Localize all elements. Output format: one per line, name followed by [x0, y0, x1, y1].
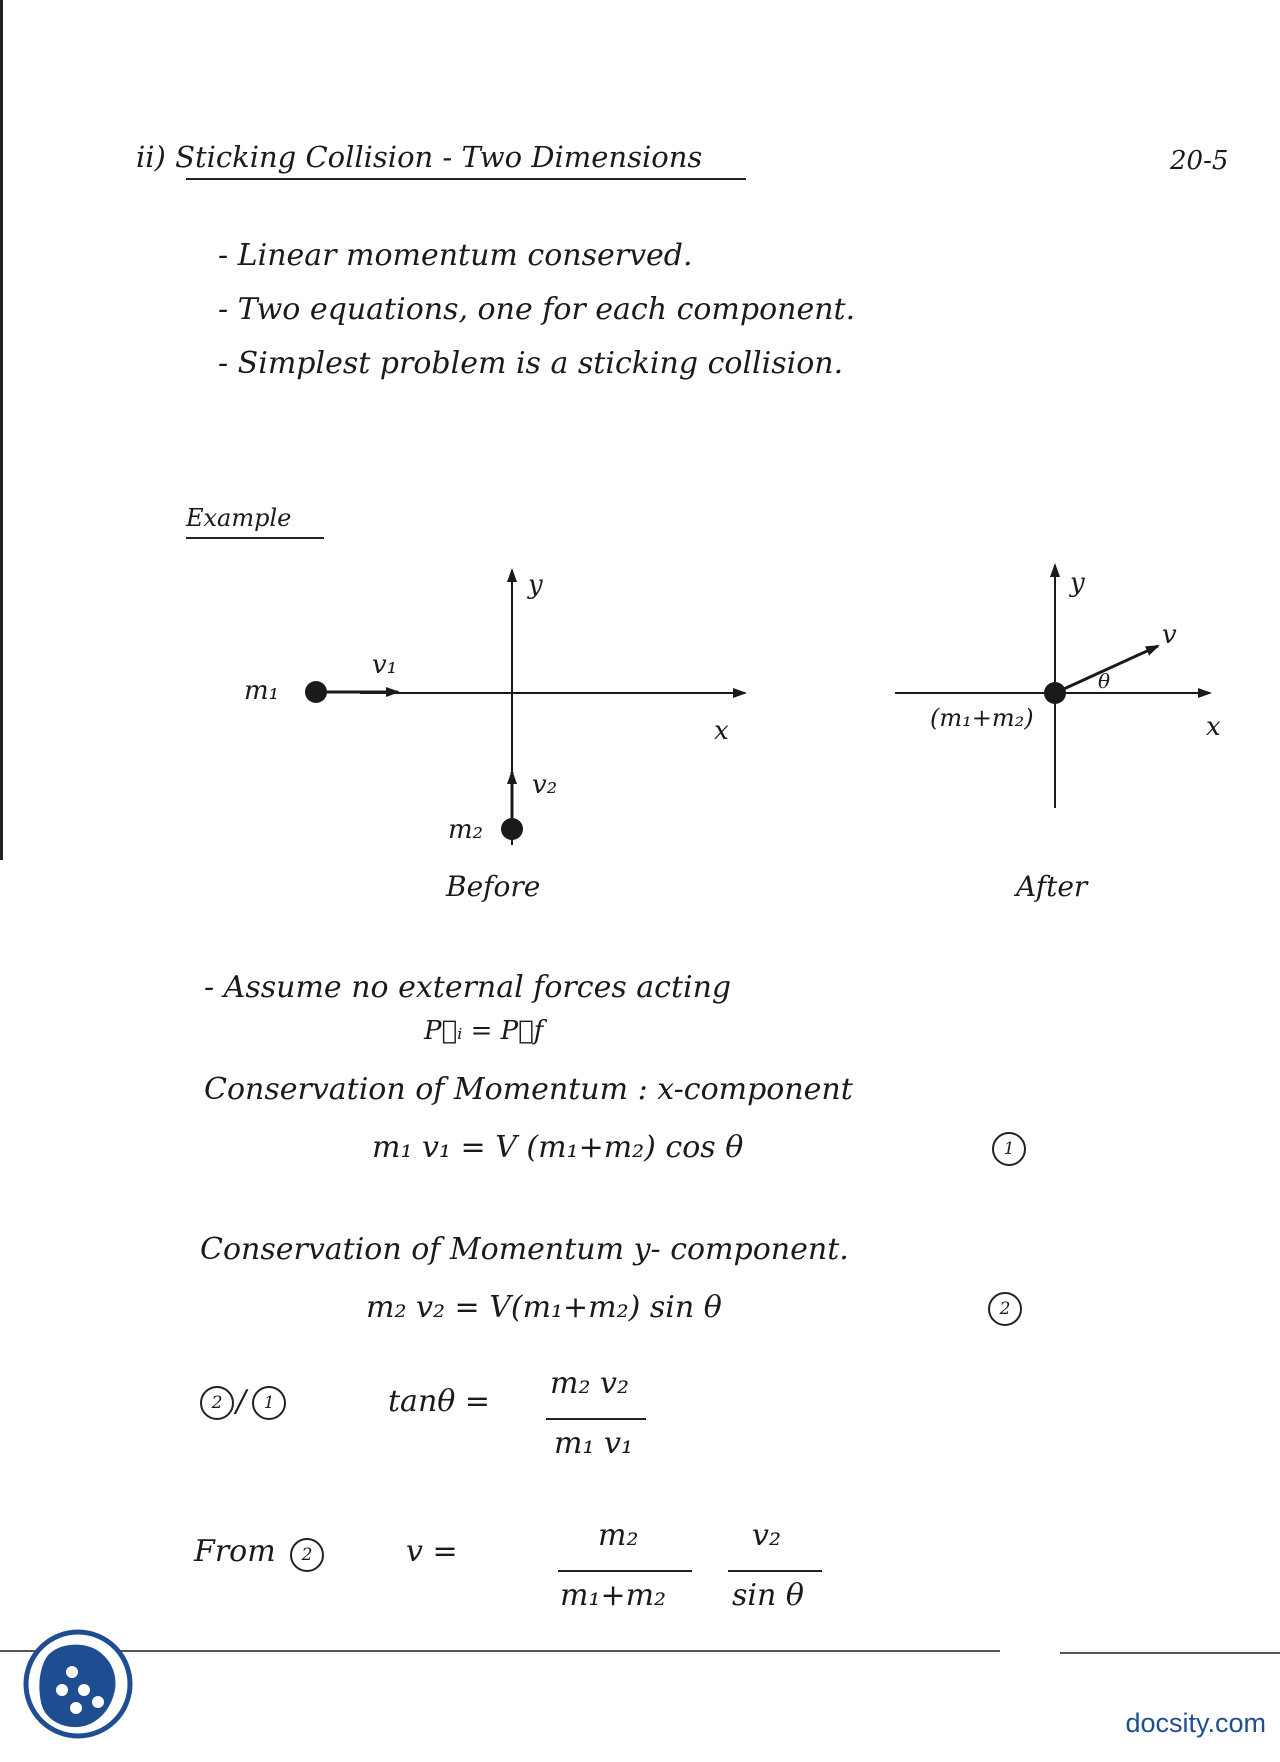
- ratio-slash: /: [236, 1384, 247, 1419]
- tan-denominator: m₁ v₁: [554, 1426, 633, 1461]
- from-label: From: [194, 1534, 276, 1569]
- x-component-equation: m₁ v₁ = V (m₁+m₂) cos θ: [372, 1130, 744, 1165]
- equation-1-number: 1: [992, 1132, 1026, 1166]
- bullet-two-equations: - Two equations, one for each component.: [218, 292, 856, 327]
- before-caption: Before: [446, 870, 541, 903]
- final-velocity-label: v: [1162, 620, 1177, 650]
- page-number: 20-5: [1170, 146, 1229, 176]
- footer-rule-left: [0, 1650, 1000, 1652]
- velocity-fraction-2-bar: [728, 1570, 822, 1572]
- bullet-linear-momentum: - Linear momentum conserved.: [218, 238, 693, 273]
- assumption-text: - Assume no external forces acting: [204, 970, 732, 1005]
- tan-fraction-bar: [546, 1418, 646, 1420]
- after-x-label: x: [1206, 712, 1221, 742]
- mass-2-label: m₂: [448, 815, 484, 845]
- y-component-equation: m₂ v₂ = V(m₁+m₂) sin θ: [366, 1290, 722, 1325]
- after-caption: After: [1016, 870, 1088, 903]
- example-label: Example: [186, 504, 292, 532]
- tan-theta-lhs: tanθ =: [388, 1384, 490, 1419]
- velocity-fraction-1-denominator: m₁+m₂: [560, 1578, 667, 1613]
- before-y-label: y: [528, 570, 543, 600]
- bullet-simplest-problem: - Simplest problem is a sticking collision.: [218, 346, 844, 381]
- velocity-lhs: v =: [406, 1534, 458, 1569]
- after-y-label: y: [1070, 568, 1085, 598]
- docsity-link[interactable]: docsity.com: [1125, 1708, 1266, 1738]
- tan-numerator: m₂ v₂: [550, 1366, 629, 1401]
- section-title-text: Sticking Collision - Two Dimensions: [175, 140, 703, 174]
- before-x-label: x: [714, 716, 729, 746]
- x-component-heading: Conservation of Momentum : x-component: [204, 1072, 853, 1107]
- ratio-denominator-ref: 1: [252, 1386, 286, 1420]
- velocity-2-label: v₂: [532, 770, 558, 800]
- velocity-fraction-1-numerator: m₂: [598, 1518, 639, 1553]
- momentum-equality: P⃗ᵢ = P⃗f: [424, 1016, 544, 1046]
- docsity-logo-icon: [22, 1628, 134, 1740]
- after-diagram: [895, 565, 1210, 808]
- before-diagram: [305, 570, 745, 845]
- footer-rule-right: [1060, 1652, 1280, 1654]
- mass-1-label: m₁: [244, 676, 280, 706]
- velocity-fraction-2-denominator: sin θ: [732, 1578, 804, 1613]
- combined-mass-label: (m₁+m₂): [930, 704, 1034, 732]
- section-marker: ii): [136, 140, 166, 174]
- from-equation-ref: 2: [290, 1538, 324, 1572]
- velocity-1-label: v₁: [372, 650, 398, 680]
- y-component-heading: Conservation of Momentum y- component.: [200, 1232, 849, 1267]
- ratio-numerator-ref: 2: [200, 1386, 234, 1420]
- theta-label: θ: [1098, 669, 1111, 693]
- equation-2-number: 2: [988, 1292, 1022, 1326]
- velocity-fraction-2-numerator: v₂: [752, 1518, 781, 1553]
- velocity-fraction-1-bar: [558, 1570, 692, 1572]
